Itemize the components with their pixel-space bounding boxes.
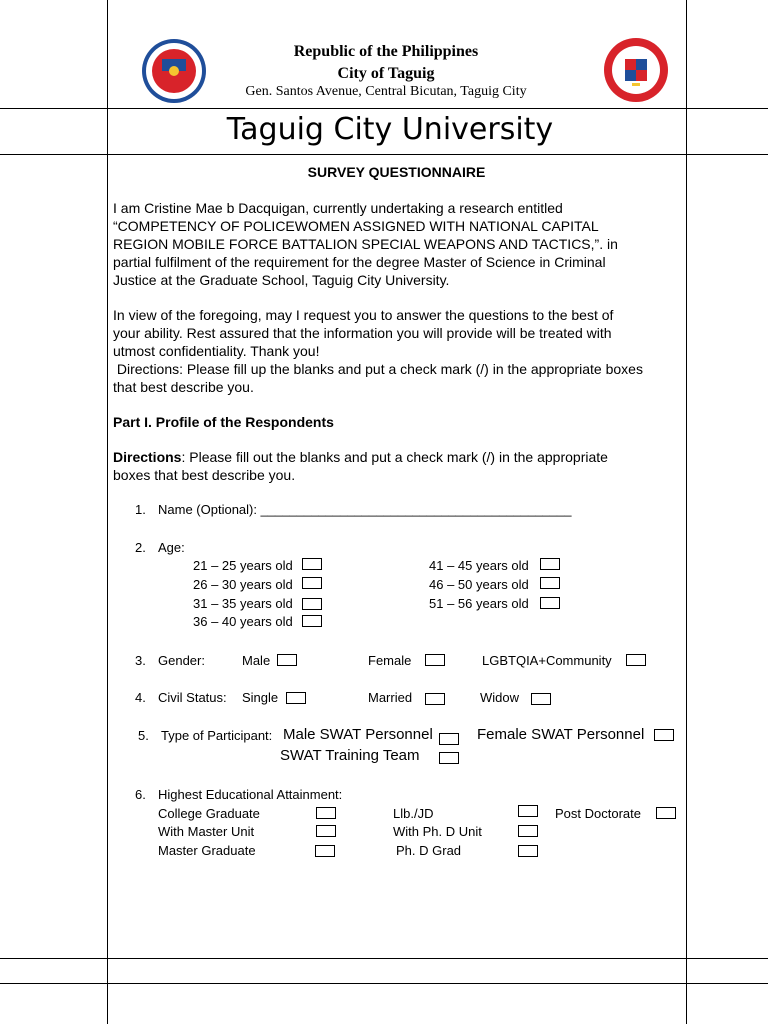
age-option-label: 31 – 35 years old	[193, 596, 293, 611]
education-option-label: College Graduate	[158, 806, 260, 821]
gender-option-label: Female	[368, 653, 412, 668]
master-graduate-checkbox[interactable]	[315, 845, 335, 857]
university-name: Taguig City University	[226, 112, 554, 147]
post-doctorate-checkbox[interactable]	[656, 807, 676, 819]
education-label: Highest Educational Attainment:	[158, 787, 343, 802]
request-line: In view of the foregoing, may I request you to answer the questions to the best of	[113, 307, 614, 323]
intro-line: I am Cristine Mae b Dacquigan, currently undertaking a research entitled	[113, 200, 563, 216]
header-address: Gen. Santos Avenue, Central Bicutan, Taguig City	[245, 84, 527, 99]
request-line: that best describe you.	[113, 379, 254, 395]
gender-option-label: Male	[242, 653, 271, 668]
intro-line: partial fulfilment of the requirement for the degree Master of Science in Criminal	[113, 254, 606, 270]
age-51-56-checkbox[interactable]	[540, 597, 560, 609]
directions-block	[113, 448, 683, 484]
q3-number: 3.	[135, 653, 146, 668]
civil-status-option-label: Married	[368, 690, 413, 705]
civil-status-option-label: Single	[242, 690, 279, 705]
intro-line: “COMPETENCY OF POLICEWOMEN ASSIGNED WITH NATIONAL CAPITAL	[113, 218, 599, 234]
intro-paragraph	[113, 199, 683, 289]
education-option-label: Ph. D Grad	[396, 843, 462, 858]
age-36-40-checkbox[interactable]	[302, 615, 322, 627]
request-line: Directions: Please fill up the blanks and put a check mark (/) in the appropriate boxes	[113, 361, 643, 377]
participant-type-label: Type of Participant:	[161, 728, 273, 743]
phd-grad-checkbox[interactable]	[518, 845, 538, 857]
request-line: your ability. Rest assured that the information you will provide will be treated with	[113, 325, 612, 341]
directions-label: Directions	[113, 449, 182, 465]
age-21-25-checkbox[interactable]	[302, 558, 322, 570]
civil-status-option-label: Widow	[480, 690, 520, 705]
age-option-label: 46 – 50 years old	[429, 577, 529, 592]
gender-option-label: LGBTQIA+Community	[482, 653, 612, 668]
directions-line-2: boxes that best describe you.	[113, 467, 296, 483]
request-paragraph	[113, 306, 683, 396]
phd-unit-checkbox[interactable]	[518, 825, 538, 837]
footer-rule-2	[0, 983, 768, 984]
header-city: City of Taguig	[337, 65, 435, 82]
gender-label: Gender:	[158, 653, 205, 668]
directions-text: : Please fill out the blanks and put a check mark (/) in the appropriate	[181, 449, 608, 465]
civil-status-married-checkbox[interactable]	[425, 693, 445, 705]
age-option-label: 41 – 45 years old	[429, 558, 529, 573]
llb-jd-checkbox[interactable]	[518, 805, 538, 817]
gender-female-checkbox[interactable]	[425, 654, 445, 666]
civil-status-label: Civil Status:	[158, 690, 227, 705]
female-swat-checkbox[interactable]	[654, 729, 674, 741]
education-option-label: Post Doctorate	[555, 806, 641, 821]
education-option-label: Master Graduate	[158, 843, 256, 858]
participant-option-label: SWAT Training Team	[280, 747, 420, 764]
intro-line: REGION MOBILE FORCE BATTALION SPECIAL WEAPONS AND TACTICS,”. in	[113, 236, 618, 252]
footer-rule-1	[0, 958, 768, 959]
participant-option-label: Male SWAT Personnel	[283, 726, 433, 743]
gender-lgbtqia-checkbox[interactable]	[626, 654, 646, 666]
q6-number: 6.	[135, 787, 146, 802]
age-option-label: 26 – 30 years old	[193, 577, 293, 592]
taguig-city-university-seal	[603, 37, 669, 103]
gender-male-checkbox[interactable]	[277, 654, 297, 666]
education-option-label: With Master Unit	[158, 824, 255, 839]
name-field[interactable]: Name (Optional): ___________________________________________	[158, 502, 572, 517]
swat-training-team-checkbox[interactable]	[439, 752, 459, 764]
q2-number: 2.	[135, 540, 146, 555]
directions-line	[113, 448, 683, 466]
age-option-label: 36 – 40 years old	[193, 614, 293, 629]
age-46-50-checkbox[interactable]	[540, 577, 560, 589]
college-graduate-checkbox[interactable]	[316, 807, 336, 819]
city-of-taguig-seal	[141, 38, 207, 104]
header-bottom-rule	[0, 154, 768, 155]
education-option-label: Llb./JD	[393, 806, 434, 821]
age-label: Age:	[158, 540, 185, 555]
intro-line: Justice at the Graduate School, Taguig City University.	[113, 272, 450, 288]
header-top-rule	[0, 108, 768, 109]
header-republic: Republic of the Philippines	[293, 43, 479, 60]
age-26-30-checkbox[interactable]	[302, 577, 322, 589]
civil-status-single-checkbox[interactable]	[286, 692, 306, 704]
age-option-label: 51 – 56 years old	[429, 596, 529, 611]
education-option-label: With Ph. D Unit	[393, 824, 482, 839]
male-swat-checkbox[interactable]	[439, 733, 459, 745]
age-31-35-checkbox[interactable]	[302, 598, 322, 610]
q5-number: 5.	[138, 728, 149, 743]
with-master-unit-checkbox[interactable]	[316, 825, 336, 837]
age-option-label: 21 – 25 years old	[193, 558, 293, 573]
part1-heading: Part I. Profile of the Respondents	[113, 414, 334, 430]
civil-status-widow-checkbox[interactable]	[531, 693, 551, 705]
request-line: utmost confidentiality. Thank you!	[113, 343, 320, 359]
q4-number: 4.	[135, 690, 146, 705]
participant-option-label: Female SWAT Personnel	[477, 726, 645, 743]
q1-number: 1.	[135, 502, 146, 517]
age-41-45-checkbox[interactable]	[540, 558, 560, 570]
document-title: SURVEY QUESTIONNAIRE	[307, 164, 486, 180]
